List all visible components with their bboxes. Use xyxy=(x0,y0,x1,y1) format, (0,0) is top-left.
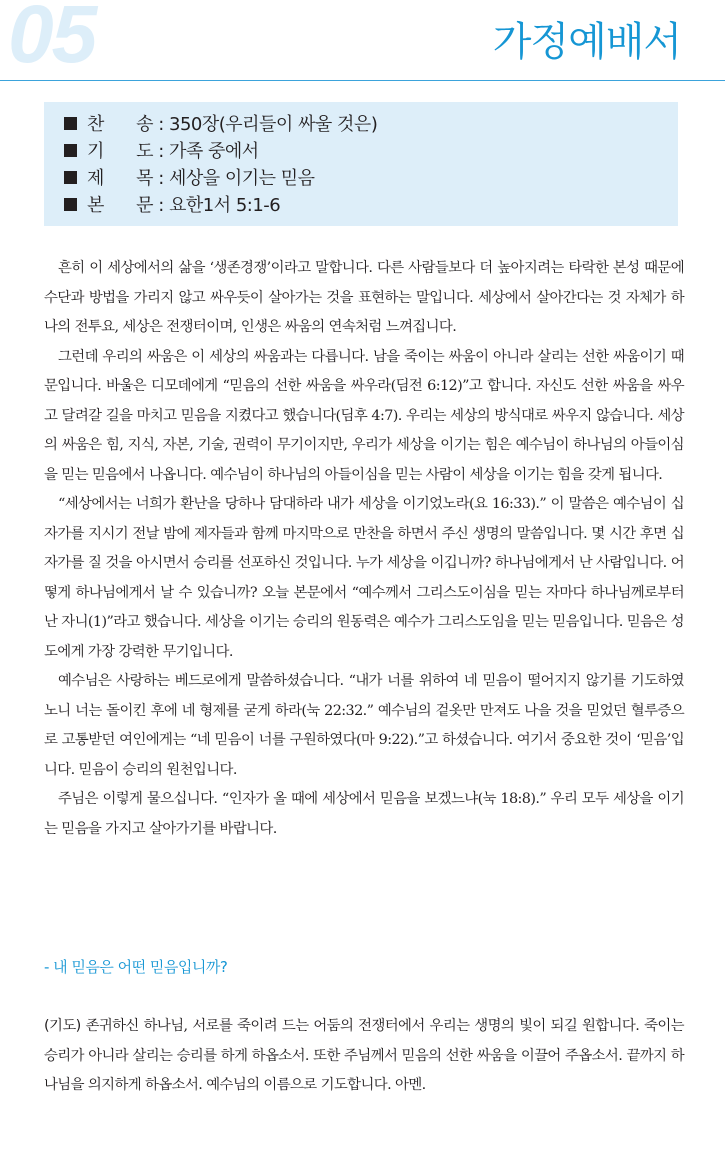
paragraph: 예수님은 사랑하는 베드로에게 말씀하셨습니다. “내가 너를 위하여 네 믿음이 떨어지지 않기를 기도하였노니 너는 돌이킨 후에 네 형제를 굳게 하라(눅 22:32.” 예수님의 겉옷만 만져도 나을 것을 믿었던 혈루증으로 고통받던 여인에게는 “네 믿음이 너를 구원하였다(마 9:22).”고 하셨습니다. 여기서 중요한 것이 ‘믿음’입니다. 믿음이 승리의 원천입니다. xyxy=(44,673,684,778)
paragraph: 주님은 이렇게 물으십니다. “인자가 올 때에 세상에서 믿음을 보겠느냐(눅 18:8).” 우리 모두 세상을 이기는 믿음을 가지고 살아가기를 바랍니다. xyxy=(44,791,684,837)
page-number: 05 xyxy=(8,0,96,80)
info-value: 세상을 이기는 믿음 xyxy=(169,168,315,189)
info-label: 본 문 xyxy=(87,195,153,216)
info-value: 요한1서 5:1-6 xyxy=(169,195,281,216)
info-separator: : xyxy=(158,195,164,216)
info-label: 기 도 xyxy=(87,141,153,162)
prayer-label: (기도) xyxy=(44,1018,81,1034)
info-separator: : xyxy=(158,114,164,135)
paragraph: 그런데 우리의 싸움은 이 세상의 싸움과는 다릅니다. 남을 죽이는 싸움이 아니라 살리는 선한 싸움이기 때문입니다. 바울은 디모데에게 “믿음의 선한 싸움을 싸우라(딤전 6:12)”고 합니다. 자신도 선한 싸움을 싸우고 달려갈 길을 마치고 믿음을 지켰다고 했습니다(딤후 4:7). 우리는 세상의 방식대로 싸우지 않습니다. 세상의 싸움은 힘, 지식, 자본, 기술, 권력이 무기이지만, 우리가 세상을 이기는 힘은 예수님이 하나님의 아들이심을 믿는 믿음에서 나옵니다. 예수님이 하나님의 아들이심을 믿는 사람이 세상을 이기는 힘을 갖게 됩니다. xyxy=(44,348,684,483)
page-title: 가정예배서 xyxy=(492,19,681,65)
service-info-box xyxy=(44,102,678,226)
square-bullet-icon xyxy=(64,198,77,211)
info-separator: : xyxy=(158,141,164,162)
paragraph: 흔히 이 세상에서의 삶을 ‘생존경쟁’이라고 말합니다. 다른 사람들보다 더 높아지려는 타락한 본성 때문에 수단과 방법을 가리지 않고 싸우듯이 살아가는 것을 표현하는 말입니다. 세상에서 살아간다는 것 자체가 하나의 전투요, 세상은 전쟁터이며, 인생은 싸움의 연속처럼 느껴집니다. xyxy=(44,260,684,335)
info-label: 찬 송 xyxy=(87,114,153,135)
info-row-subject xyxy=(64,166,315,192)
info-separator: : xyxy=(158,168,164,189)
info-value: 가족 중에서 xyxy=(169,141,259,162)
info-label: 제 목 xyxy=(87,168,153,189)
info-row-prayer xyxy=(64,139,259,165)
square-bullet-icon xyxy=(64,144,77,157)
prayer-text: 존귀하신 하나님, 서로를 죽이려 드는 어둠의 전쟁터에서 우리는 생명의 빛이 되길 원합니다. 죽이는 승리가 아니라 살리는 승리를 하게 하옵소서. 또한 주님께서 믿음의 선한 싸움을 이끌어 주옵소서. 끝까지 하나님을 의지하게 하옵소서. 예수님의 이름으로 기도합니다. 아멘. xyxy=(44,1018,684,1093)
reflection-question: - 내 믿음은 어떤 믿음입니까? xyxy=(44,958,228,976)
info-row-scripture xyxy=(64,193,280,219)
info-row-hymn xyxy=(64,112,377,138)
title-divider xyxy=(0,80,725,81)
square-bullet-icon xyxy=(64,117,77,130)
sermon-body xyxy=(44,254,684,844)
info-value: 350장(우리들이 싸울 것은) xyxy=(169,114,378,135)
paragraph: “세상에서는 너희가 환난을 당하나 담대하라 내가 세상을 이기었노라(요 16:33).” 이 말씀은 예수님이 십자가를 지시기 전날 밤에 제자들과 함께 마지막으로 만찬을 하면서 주신 생명의 말씀입니다. 몇 시간 후면 십자가를 질 것을 아시면서 승리를 선포하신 것입니다. 누가 세상을 이깁니까? 하나님에게서 난 사람입니다. 어떻게 하나님에게서 날 수 있습니까? 오늘 본문에서 “예수께서 그리스도이심을 믿는 자마다 하나님께로부터 난 자니(1)”라고 했습니다. 세상을 이기는 승리의 원동력은 예수가 그리스도임을 믿는 믿음입니다. 믿음은 성도에게 가장 강력한 무기입니다. xyxy=(44,496,684,660)
square-bullet-icon xyxy=(64,171,77,184)
closing-prayer xyxy=(44,1012,684,1101)
